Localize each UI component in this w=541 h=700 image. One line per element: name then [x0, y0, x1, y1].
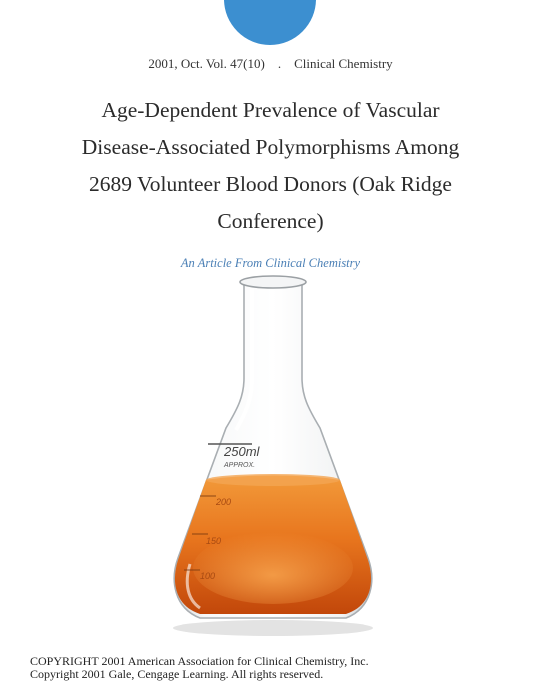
capacity-label: 250ml — [224, 444, 260, 459]
liquid-surface — [206, 474, 340, 486]
copyright-line-1: COPYRIGHT 2001 American Association for Clinical Chemistry, Inc. — [30, 654, 369, 668]
flask-rim — [240, 276, 306, 288]
meta-separator: . — [277, 56, 282, 71]
title-line: Conference) — [217, 209, 324, 233]
graduation-mark: 200 — [216, 497, 232, 507]
article-title — [40, 92, 501, 240]
graduation-mark: 150 — [206, 536, 222, 546]
approx-label: APPROX. — [224, 462, 256, 469]
title-line: Disease-Associated Polymorphisms Among — [81, 135, 460, 159]
article-source: An Article From Clinical Chemistry — [180, 256, 361, 270]
graduation-mark: 100 — [200, 571, 216, 581]
erlenmeyer-flask-image — [160, 268, 385, 638]
journal-name: Clinical Chemistry — [294, 56, 393, 71]
publication-meta — [0, 56, 541, 72]
top-decorative-circle — [224, 0, 316, 45]
year-issue: 2001, Oct. Vol. 47(10) — [148, 56, 265, 71]
flask-shadow — [173, 620, 373, 636]
title-line: 2689 Volunteer Blood Donors (Oak Ridge — [89, 172, 452, 196]
copyright-footer — [30, 655, 369, 681]
title-line: Age-Dependent Prevalence of Vascular — [101, 98, 440, 122]
copyright-line-2: Copyright 2001 Gale, Cengage Learning. All rights reserved. — [30, 667, 324, 681]
